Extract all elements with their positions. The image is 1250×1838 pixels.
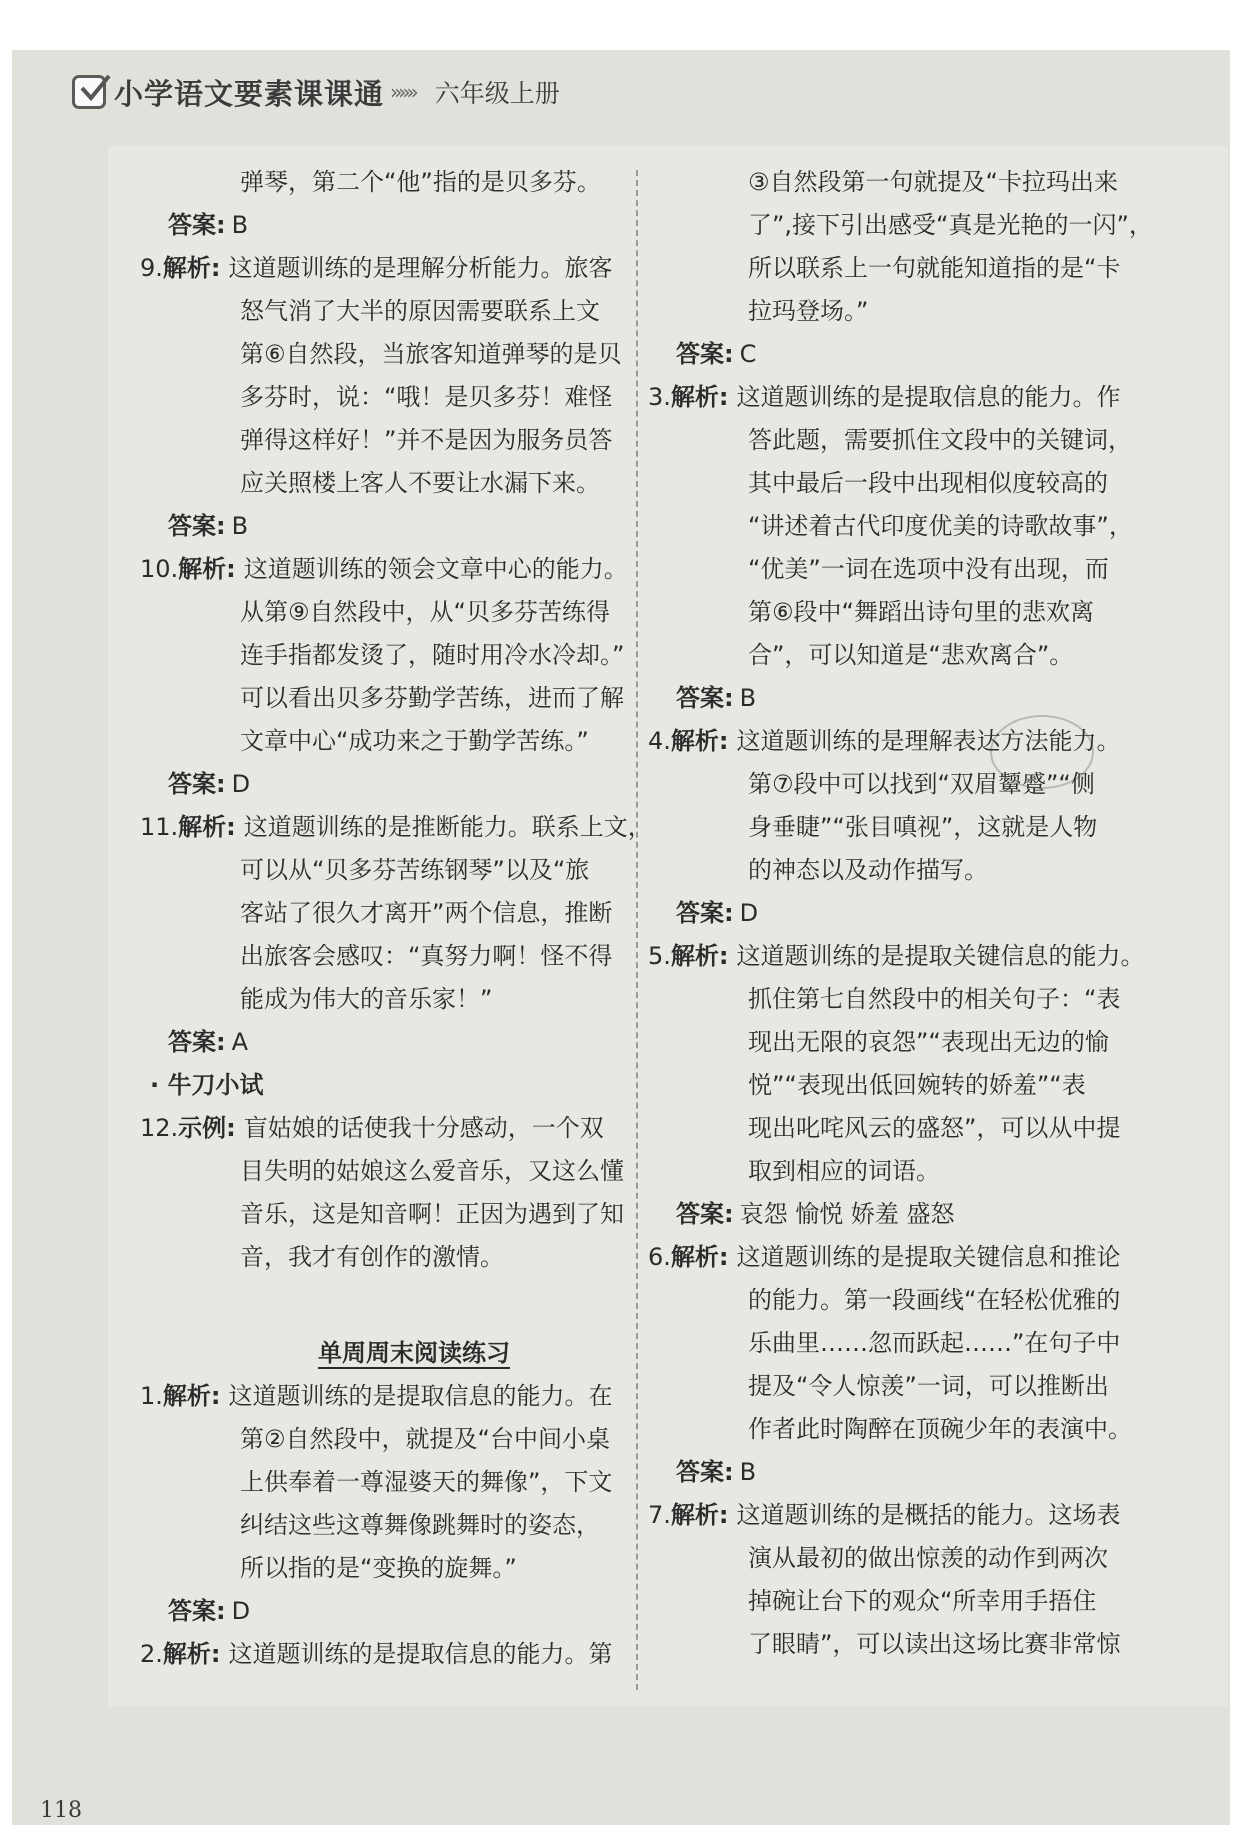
text-line: “讲述着古代印度优美的诗歌故事”， <box>748 512 1133 540</box>
analysis-text: 这道题训练的是理解分析能力。旅客 <box>228 254 613 282</box>
text-line: 了”,接下引出感受“真是光艳的一闪”， <box>748 211 1153 239</box>
analysis-label: 解析: <box>670 942 729 970</box>
text-line: ③自然段第一句就提及“卡拉玛出来 <box>748 168 1118 196</box>
analysis-text: 这道题训练的是提取信息的能力。作 <box>736 383 1121 411</box>
text-line: 掉碗让台下的观众“所幸用手捂住 <box>748 1587 1097 1615</box>
answer-label: 答案: <box>676 1458 734 1486</box>
text-line: 文章中心“成功来之于勤学苦练。” <box>240 727 589 755</box>
checkmark-icon <box>72 75 106 109</box>
question-number: 11. <box>140 813 179 841</box>
question-item <box>648 720 1128 763</box>
question-item <box>648 376 1128 419</box>
text-line: 第⑦段中可以找到“双眉颦蹙”“侧 <box>748 770 1095 798</box>
question-item <box>140 1107 628 1150</box>
answer-label: 答案: <box>168 1597 226 1625</box>
answer-label: 答案: <box>676 340 734 368</box>
answer-value: C <box>739 340 757 368</box>
text-line: “优美”一词在选项中没有出现，而 <box>748 555 1109 583</box>
right-column <box>648 161 1153 1666</box>
text-line: 合”，可以知道是“悲欢离合”。 <box>748 641 1074 669</box>
analysis-text: 这道题训练的是提取关键信息和推论 <box>736 1243 1121 1271</box>
answer-value: A <box>231 1028 249 1056</box>
question-number: 7. <box>648 1501 671 1529</box>
answer-line <box>140 763 628 806</box>
answer-value: D <box>739 899 759 927</box>
analysis-label: 解析: <box>162 1640 221 1668</box>
answer-line <box>648 677 1128 720</box>
grade-label: 六年级上册 <box>434 79 560 108</box>
text-line: 演从最初的做出惊羡的动作到两次 <box>748 1544 1108 1572</box>
question-number: 6. <box>648 1243 671 1271</box>
analysis-text: 盲姑娘的话使我十分感动，一个双 <box>243 1114 604 1142</box>
text-line: 的能力。第一段画线“在轻松优雅的 <box>748 1286 1121 1314</box>
text-line: 怒气消了大半的原因需要联系上文 <box>240 297 600 325</box>
analysis-text: 这道题训练的领会文章中心的能力。 <box>243 555 628 583</box>
analysis-label: 解析: <box>670 383 729 411</box>
analysis-text: 这道题训练的是提取关键信息的能力。 <box>736 942 1145 970</box>
answer-label: 答案: <box>676 899 734 927</box>
text-line: 第⑥自然段，当旅客知道弹琴的是贝 <box>240 340 622 368</box>
text-line: 所以指的是“变换的旋舞。” <box>240 1554 517 1582</box>
answer-value: D <box>231 1597 251 1625</box>
spacer <box>140 1279 628 1322</box>
analysis-label: 解析: <box>162 1382 221 1410</box>
text-line: 目失明的姑娘这么爱音乐，又这么懂 <box>240 1157 624 1185</box>
analysis-label: 解析: <box>670 1243 729 1271</box>
question-number: 5. <box>648 942 671 970</box>
question-item <box>140 1375 628 1418</box>
text-line: 拉玛登场。” <box>748 297 869 325</box>
text-line: 音乐，这是知音啊！正因为遇到了知 <box>240 1200 624 1228</box>
analysis-text: 这道题训练的是提取信息的能力。第 <box>228 1640 613 1668</box>
analysis-text: 这道题训练的是推断能力。联系上文， <box>243 813 652 841</box>
book-title: 小学语文要素课课通 <box>114 76 385 111</box>
section-heading: · 牛刀小试 <box>150 1071 264 1099</box>
text-line: 所以联系上一句就能知道指的是“卡 <box>748 254 1121 282</box>
text-line: 身垂睫”“张目嗔视”，这就是人物 <box>748 813 1098 841</box>
answer-line <box>140 1590 628 1633</box>
analysis-text: 这道题训练的是概括的能力。这场表 <box>736 1501 1121 1529</box>
question-number: 4. <box>648 727 671 755</box>
chevrons-icon: »»» <box>390 80 415 104</box>
text-line: 其中最后一段中出现相似度较高的 <box>748 469 1108 497</box>
analysis-label: 解析: <box>178 813 236 841</box>
page-number: 118 <box>40 1798 82 1823</box>
text-line: 现出叱咤风云的盛怒”，可以从中提 <box>748 1114 1121 1142</box>
text-line: 了眼睛”，可以读出这场比赛非常惊 <box>748 1630 1121 1658</box>
text-line: 能成为伟大的音乐家！” <box>240 985 493 1013</box>
question-item <box>648 1236 1128 1279</box>
text-line: 连手指都发烫了，随时用冷水冷却。” <box>240 641 625 669</box>
answer-line <box>648 1451 1128 1494</box>
answer-line <box>140 505 628 548</box>
question-item <box>140 1633 628 1676</box>
text-line: 纠结这些这尊舞像跳舞时的姿态， <box>240 1511 600 1539</box>
answer-line <box>648 892 1128 935</box>
question-item <box>140 548 628 591</box>
answer-label: 答案: <box>676 1200 734 1228</box>
question-item <box>140 247 628 290</box>
answer-label: 答案: <box>168 770 226 798</box>
text-line: 多芬时，说：“哦！是贝多芬！难怪 <box>240 383 613 411</box>
analysis-text: 这道题训练的是理解表达方法能力。 <box>736 727 1121 755</box>
text-line: 音，我才有创作的激情。 <box>240 1243 504 1271</box>
question-item <box>648 1494 1128 1537</box>
question-item <box>140 806 652 849</box>
question-item <box>648 935 1145 978</box>
answer-label: 答案: <box>676 684 734 712</box>
answer-value: D <box>231 770 251 798</box>
answer-line <box>648 333 1128 376</box>
answer-label: 答案: <box>168 1028 226 1056</box>
answer-line <box>140 204 628 247</box>
text-line: 提及“令人惊羡”一词，可以推断出 <box>748 1372 1109 1400</box>
answer-value: 哀怨 愉悦 娇羞 盛怒 <box>739 1200 955 1228</box>
text-line: 乐曲里……忽而跃起……”在句子中 <box>748 1329 1121 1357</box>
answer-value: B <box>231 512 249 540</box>
text-line: 弹得这样好！”并不是因为服务员答 <box>240 426 613 454</box>
answer-value: B <box>231 211 249 239</box>
text-line: 作者此时陶醉在顶碗少年的表演中。 <box>748 1415 1132 1443</box>
text-line: 取到相应的词语。 <box>748 1157 940 1185</box>
question-number: 12. <box>140 1114 179 1142</box>
left-column <box>140 161 652 1676</box>
question-number: 3. <box>648 383 671 411</box>
analysis-label: 解析: <box>162 254 221 282</box>
text-line: 出旅客会感叹：“真努力啊！怪不得 <box>240 942 613 970</box>
question-number: 10. <box>140 555 179 583</box>
answer-line <box>648 1193 1128 1236</box>
text-line: 答此题，需要抓住文段中的关键词， <box>748 426 1132 454</box>
book-header <box>72 70 560 114</box>
answer-value: B <box>739 684 757 712</box>
question-number: 9. <box>140 254 163 282</box>
exercise-title: 单周周末阅读练习 <box>318 1339 510 1367</box>
answer-label: 答案: <box>168 512 226 540</box>
column-divider <box>636 170 638 1690</box>
answer-line <box>140 1021 628 1064</box>
question-number: 2. <box>140 1640 163 1668</box>
analysis-label: 解析: <box>178 555 236 583</box>
text-line: 的神态以及动作描写。 <box>748 856 988 884</box>
answer-label: 答案: <box>168 211 226 239</box>
analysis-text: 这道题训练的是提取信息的能力。在 <box>228 1382 613 1410</box>
analysis-label: 解析: <box>670 727 729 755</box>
analysis-label: 示例: <box>178 1114 236 1142</box>
text-line: 现出无限的哀怨”“表现出无边的愉 <box>748 1028 1109 1056</box>
text-line: 第②自然段中，就提及“台中间小桌 <box>240 1425 610 1453</box>
text-line: 可以看出贝多芬勤学苦练，进而了解 <box>240 684 624 712</box>
text-line: 应关照楼上客人不要让水漏下来。 <box>240 469 600 497</box>
question-number: 1. <box>140 1382 163 1410</box>
text-line: 客站了很久才离开”两个信息，推断 <box>240 899 613 927</box>
answer-value: B <box>739 1458 757 1486</box>
text-line: 上供奉着一尊湿婆天的舞像”，下文 <box>240 1468 613 1496</box>
text-line: 可以从“贝多芬苦练钢琴”以及“旅 <box>240 856 590 884</box>
text-line: 从第⑨自然段中，从“贝多芬苦练得 <box>240 598 610 626</box>
text-line: 第⑥段中“舞蹈出诗句里的悲欢离 <box>748 598 1094 626</box>
text-line: 弹琴，第二个“他”指的是贝多芬。 <box>240 168 601 196</box>
text-line: 抓住第七自然段中的相关句子：“表 <box>748 985 1121 1013</box>
analysis-label: 解析: <box>670 1501 729 1529</box>
text-line: 悦”“表现出低回婉转的娇羞”“表 <box>748 1071 1086 1099</box>
